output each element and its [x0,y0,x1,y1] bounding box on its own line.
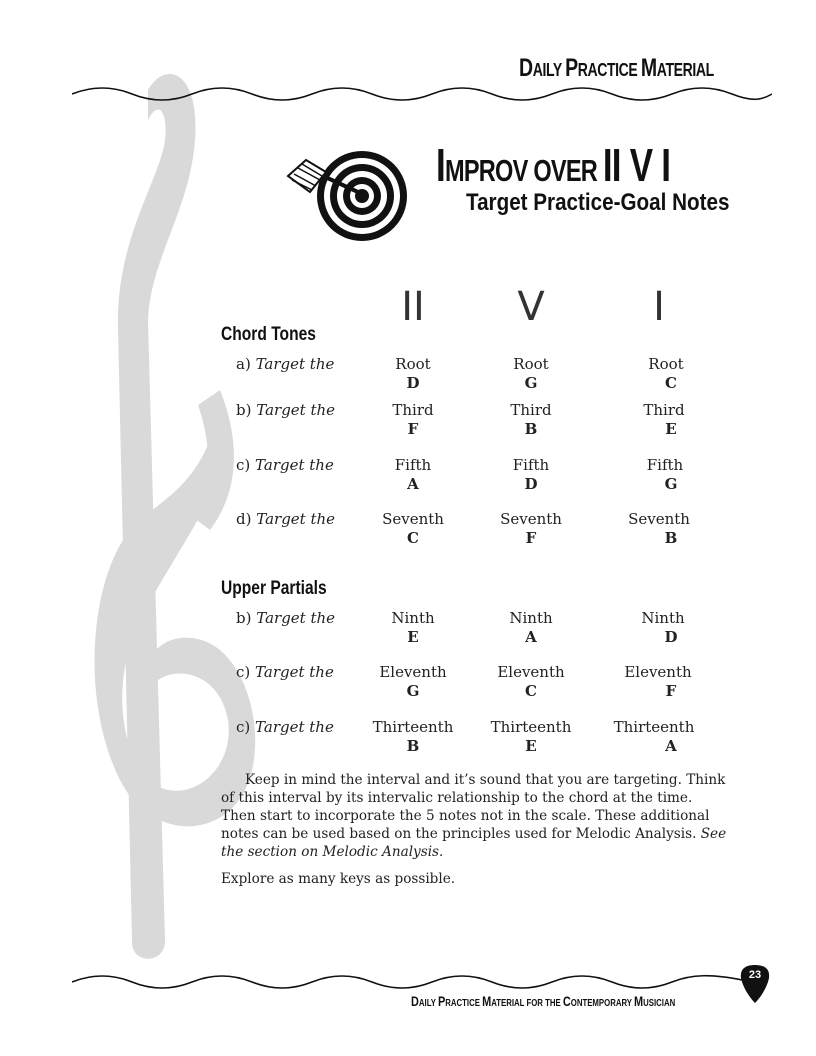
table-cell: Ninth D [641,609,685,646]
table-cell: Root C [648,355,684,392]
table-cell: Seventh C [382,510,444,547]
upper-partial-row-label: b) Target the [236,609,336,627]
table-cell: Third E [643,401,685,438]
body-paragraph: Explore as many keys as possible. [221,871,456,887]
table-cell: Eleventh F [624,663,692,700]
chord-tone-row-label: d) Target the [236,510,336,528]
page-subtitle: Target Practice-Goal Notes [466,189,730,216]
table-cell: Fifth G [646,456,684,493]
page-title: IMPROV OVER II V I [436,139,671,191]
body-paragraph: Keep in mind the interval and it’s sound that you are targeting. Think of this interval by its intervalic relationship to the chord at the time. Then start to incorporate the 5 notes not in the scale. These additional notes can be used based on the principles used for Melodic Analysis. See the section on Melodic Analysis. [221,772,727,860]
upper-partials-heading: Upper Partials [221,578,327,599]
table-cell: Ninth E [391,609,435,646]
table-cell: Fifth D [512,456,550,493]
header-title: DAILY PRACTICE MATERIAL [519,54,714,82]
table-cell: Third B [510,401,552,438]
table-cell: Root D [395,355,431,392]
upper-partial-row-label: c) Target the [236,663,334,681]
table-cell: Ninth A [509,609,553,646]
table-cell: Thirteenth A [613,718,695,755]
table-cell: Thirteenth E [490,718,572,755]
chord-tone-row-label: c) Target the [236,456,334,474]
table-cell: Thirteenth B [372,718,454,755]
column-header-v: V [517,284,545,330]
header-wave-divider [72,84,772,104]
table-cell: Eleventh C [497,663,565,700]
footer-wave-divider [72,972,742,992]
chord-tone-row-label: b) Target the [236,401,336,419]
upper-partial-row-label: c) Target the [236,718,334,736]
table-cell: Seventh F [500,510,562,547]
footer-text: DAILY PRACTICE MATERIAL FOR THE CONTEMPORARY MUSICIAN [411,993,676,1009]
bullseye-arrow-icon [282,148,412,244]
body-text [221,771,731,888]
table-cell: Seventh B [628,510,690,547]
table-cell: Third F [392,401,434,438]
table-cell: Root G [513,355,549,392]
page-number: 23 [748,969,762,981]
column-header-i: I [653,284,665,330]
chord-tone-row-label: a) Target the [236,355,335,373]
chord-tones-heading: Chord Tones [221,324,316,345]
table-cell: Eleventh G [379,663,447,700]
column-header-ii: II [401,284,425,330]
table-cell: Fifth A [394,456,432,493]
